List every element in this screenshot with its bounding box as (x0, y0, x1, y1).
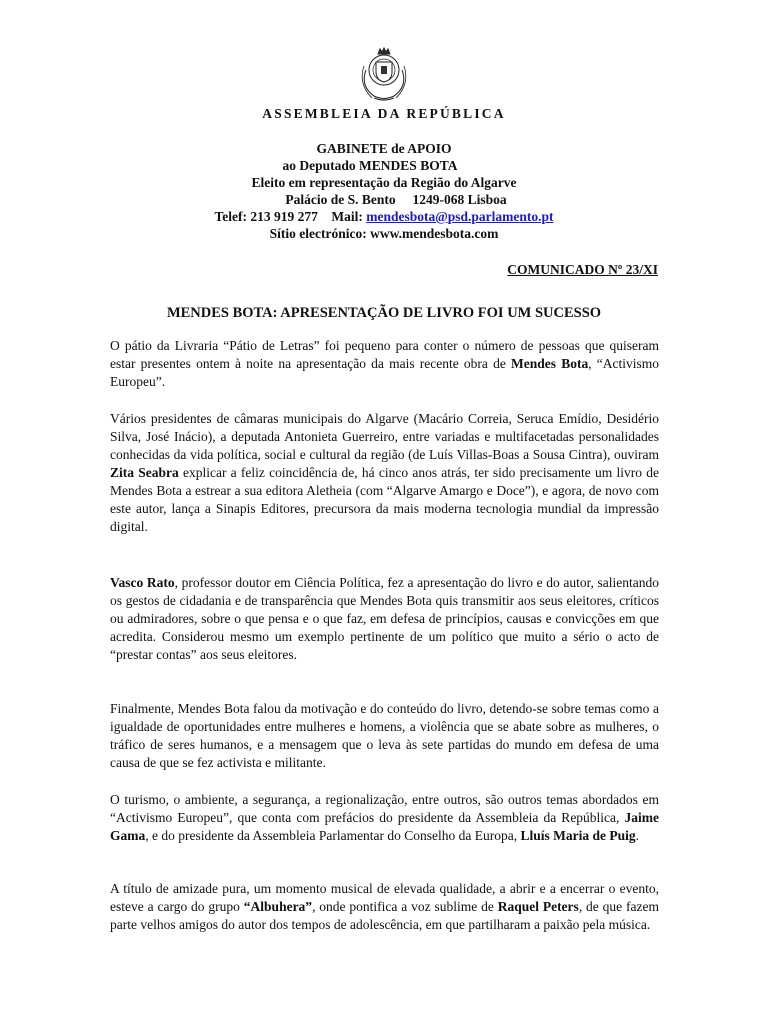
deputy-line: ao Deputado MENDES BOTA (282, 158, 458, 173)
email-link[interactable]: mendesbota@psd.parlamento.pt (366, 209, 554, 224)
communique-number: COMUNICADO Nº 23/XI (507, 262, 658, 277)
website-line: Sítio electrónico: www.mendesbota.com (269, 226, 499, 241)
p5-text-end: . (635, 828, 640, 843)
p5-text-mid: , e do presidente da Assembleia Parlamentar do Conselho da Europa, (145, 828, 521, 843)
p5-text: O turismo, o ambiente, a segurança, a regionalização, entre outros, são outros temas abordados em “Activismo Europeu”, que conta com prefácios do presidente da Assembleia da República, (110, 792, 659, 825)
p6-text-end: , de que fazem parte velhos amigos do autor dos tempos de adolescência, em que partilharam a paixão pela música. (110, 899, 659, 932)
paragraph-6 (110, 880, 659, 934)
p3-bold: Vasco Rato (110, 575, 175, 590)
p6-bold-1: “Albuhera” (243, 899, 313, 914)
p2-text: Vários presidentes de câmaras municipais do Algarve (Macário Correia, Seruca Emídio, Desidério Silva, José Inácio), a deputada Antonieta Guerreiro, entre variadas e multifacetadas personalidades conhecidas da vida política, social e cultural da região (de Luís Villas-Boas a Sousa Cintra), ouviram (110, 411, 659, 462)
elected-line: Eleito em representação da Região do Algarve (251, 175, 517, 190)
contact-line (0, 208, 768, 225)
paragraph-1 (110, 337, 659, 391)
paragraph-4: Finalmente, Mendes Bota falou da motivação e do conteúdo do livro, detendo-se sobre temas como a igualdade de oportunidades entre mulheres e homens, a violência que se abate sobre as mulheres, o tráfico de seres humanos, e a mensagem que o leva às sete partidas do mundo em defesa de uma causa de que se fez activista e militante. (110, 701, 659, 770)
p2-bold: Zita Seabra (110, 465, 179, 480)
paragraph-5 (110, 791, 659, 845)
address-line: Palácio de S. Bento 1249-068 Lisboa (285, 192, 507, 207)
p6-bold-2: Raquel Peters (497, 899, 579, 914)
p1-text-end: , “Activismo Europeu”. (110, 356, 659, 389)
coat-of-arms-icon (356, 40, 412, 102)
institution-name: ASSEMBLEIA DA REPÚBLICA (262, 106, 506, 121)
press-release-headline: MENDES BOTA: APRESENTAÇÃO DE LIVRO FOI UM SUCESSO (166, 305, 602, 321)
p5-bold-2: Lluís Maria de Puig (520, 828, 636, 843)
p1-text: O pátio da Livraria “Pátio de Letras” foi pequeno para conter o número de pessoas que quiseram estar presentes ontem à noite na apresentação da mais recente obra de (110, 338, 659, 371)
p6-text: A título de amizade pura, um momento musical de elevada qualidade, a abrir e a encerrar o evento, esteve a cargo do grupo (110, 881, 659, 914)
p1-bold: Mendes Bota (511, 356, 589, 371)
paragraph-2 (110, 410, 659, 536)
p2-text-end: explicar a feliz coincidência de, há cinco anos atrás, ter sido precisamente um livro de Mendes Bota a estrear a sua editora Aletheia (com “Algarve Amargo e Doce”), e agora, de novo com este autor, lança a Sinapis Editores, precursora da mais moderna tecnologia mundial da impressão digital. (110, 465, 659, 534)
phone-text: Telef: 213 919 277 Mail: (214, 209, 367, 224)
p6-text-mid: , onde pontifica a voz sublime de (312, 899, 498, 914)
p5-bold-1: Jaime Gama (110, 810, 659, 843)
paragraph-3 (110, 574, 659, 664)
p3-text: , professor doutor em Ciência Política, fez a apresentação do livro e do autor, salientando os gestos de cidadania e de transparência que Mendes Bota quis transmitir aos seus eleitores, críticos ou admiradores, sobre o que pensa e o que faz, em defesa de princípios, causas e convicções em que acredita. Considerou mesmo um exemplo pertinente de um político que muito a sério o acto de “prestar contas” aos seus eleitores. (110, 575, 659, 662)
office-line: GABINETE de APOIO (316, 141, 452, 156)
